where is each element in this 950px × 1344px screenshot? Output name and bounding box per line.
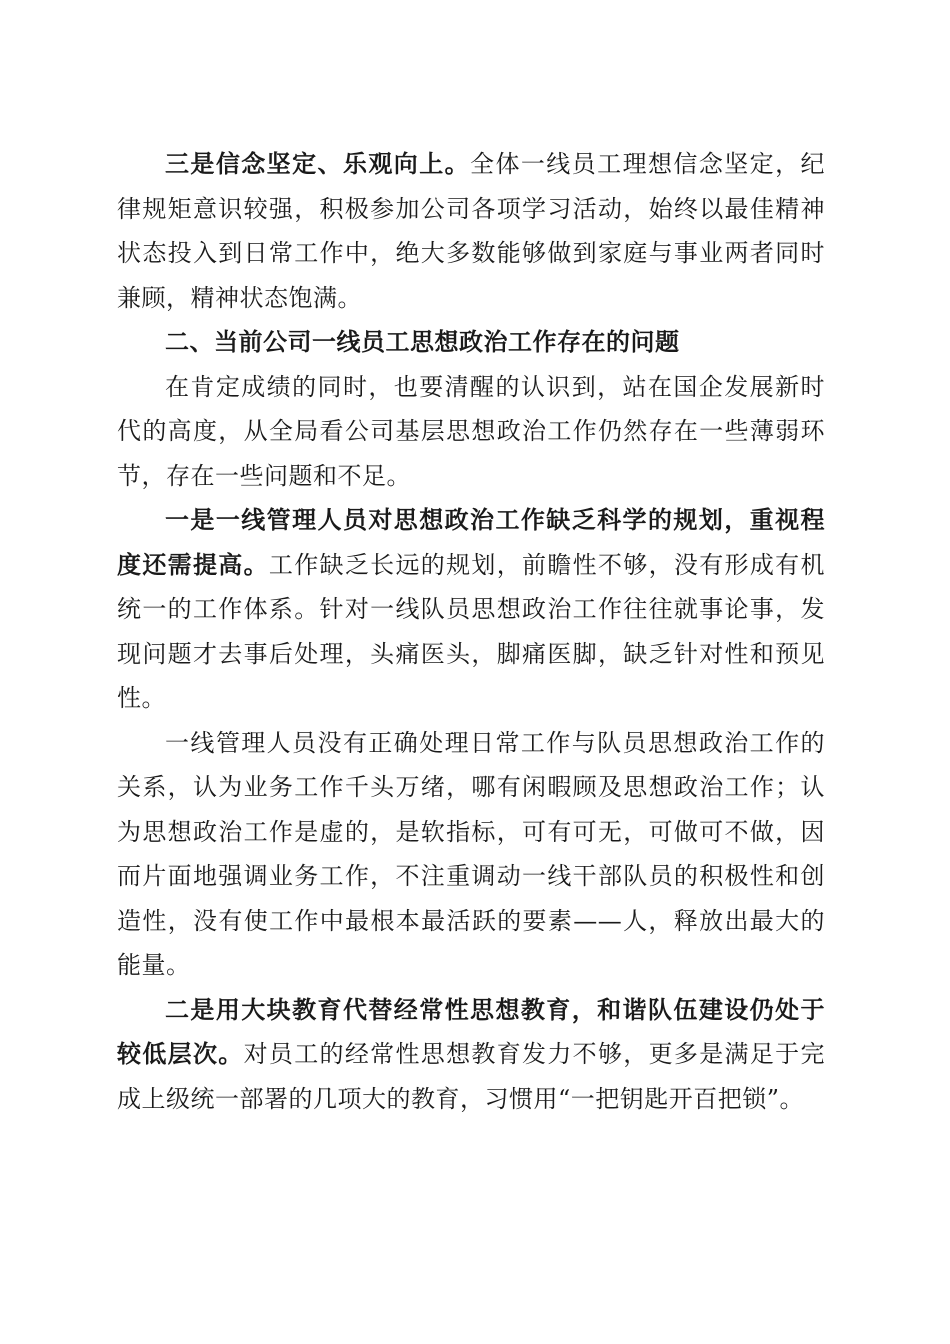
paragraph-text: 工作缺乏长远的规划，前瞻性不够，没有形成有机统一的工作体系。针对一线队员思想政治工作往往就事论事，发现问题才去事后处理，头痛医头，脚痛医脚，缺乏针对性和预见性。 (117, 550, 826, 712)
paragraph-issue-one-detail (117, 721, 825, 988)
paragraph-lead: 三是信念坚定、乐观向上。 (165, 149, 471, 178)
paragraph-text: 在肯定成绩的同时，也要清醒的认识到，站在国企发展新时代的高度，从全局看公司基层思想政治工作仍然存在一些薄弱环节，存在一些问题和不足。 (117, 372, 825, 490)
paragraph-text: 对员工的经常性思想教育发力不够，更多是满足于完成上级统一部署的几项大的教育，习惯用“一把钥匙开百把锁”。 (117, 1040, 826, 1113)
paragraph-issue-two (117, 988, 825, 1122)
paragraph-text: 一线管理人员没有正确处理日常工作与队员思想政治工作的关系，认为业务工作千头万绪，哪有闲暇顾及思想政治工作；认为思想政治工作是虚的，是软指标，可有可无，可做可不做，因而片面地强调业务工作，不注重调动一线干部队员的积极性和创造性，没有使工作中最根本最活跃的要素——人，释放出最大的能量。 (117, 728, 825, 979)
paragraph-intro (117, 365, 825, 499)
section-heading: 二、当前公司一线员工思想政治工作存在的问题 (165, 328, 680, 356)
paragraph-text: 全体一线员工理想信念坚定，纪律规矩意识较强，积极参加公司各项学习活动，始终以最佳精神状态投入到日常工作中，绝大多数能够做到家庭与事业两者同时兼顾，精神状态饱满。 (117, 150, 826, 312)
document-body (117, 142, 825, 1121)
paragraph-belief (117, 142, 825, 320)
paragraph-issue-one (117, 498, 825, 721)
paragraph-lead: 一是一线管理人员对思想政治工作缺乏科学的规划，重视程度还需提高。 (117, 505, 825, 579)
paragraph-lead: 二是用大块教育代替经常性思想教育，和谐队伍建设仍处于较低层次。 (117, 994, 825, 1068)
